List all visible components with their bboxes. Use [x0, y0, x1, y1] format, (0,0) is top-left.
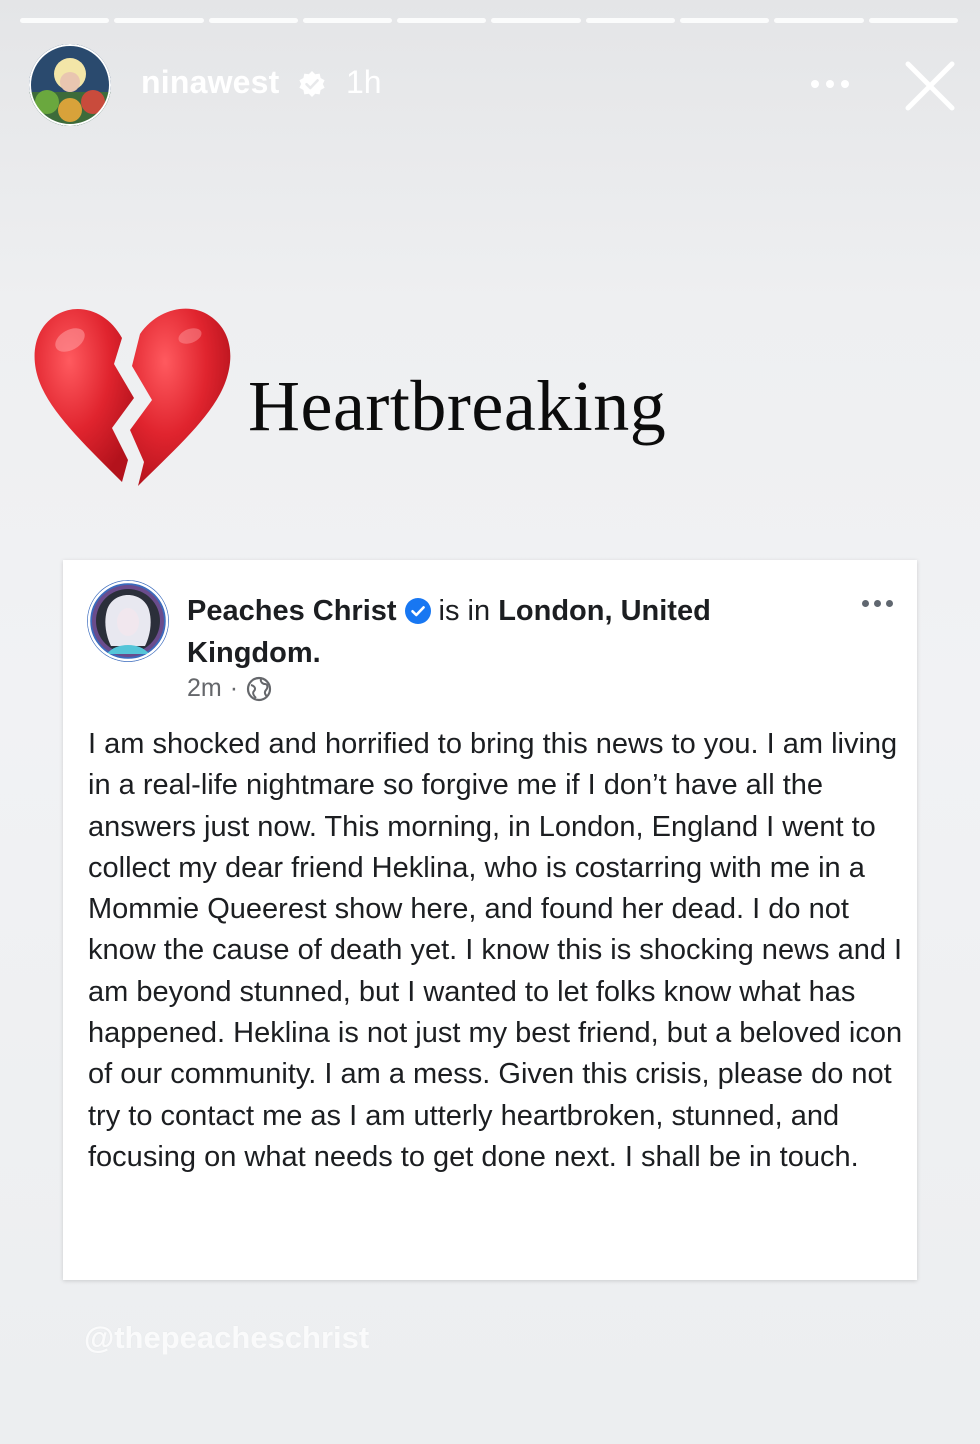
progress-segment: [491, 18, 580, 23]
verified-badge-icon: [298, 70, 326, 98]
progress-segment: [680, 18, 769, 23]
progress-segment: [397, 18, 486, 23]
progress-segment: [114, 18, 203, 23]
location-prefix: is in: [438, 595, 491, 627]
progress-segment: [209, 18, 298, 23]
post-author-name[interactable]: Peaches Christ: [187, 595, 397, 627]
verified-badge-icon: [405, 598, 431, 624]
story-timestamp: 1h: [346, 64, 382, 100]
post-header: [187, 590, 807, 674]
progress-segment: [586, 18, 675, 23]
user-avatar[interactable]: [29, 44, 111, 126]
post-body-text: I am shocked and horrified to bring this news to you. I am living in a real-life nightmare so forgive me if I don’t have all the answers just now. This morning, in London, England I went to collect my dear friend Heklina, who is costarring with me in a Mommie Queerest show here, and found her dead. I do not know the cause of death yet. I know this is shocking news and I am beyond stunned, but I wanted to let folks know what has happened. Heklina is not just my best friend, but a beloved icon of our community. I am a mess. Given this crisis, please do not try to contact me as I am utterly heartbroken, stunned, and focusing on what needs to get done next. I shall be in touch.: [88, 728, 903, 1173]
post-author-avatar: [87, 580, 169, 662]
shared-post-card: [63, 560, 917, 1280]
progress-segment: [774, 18, 863, 23]
post-meta: [187, 674, 272, 703]
progress-segment: [20, 18, 109, 23]
globe-icon: [246, 676, 272, 702]
broken-heart-icon: [30, 300, 235, 490]
post-more-options-icon[interactable]: [857, 596, 897, 610]
post-location[interactable]: London, United Kingdom.: [187, 595, 711, 669]
story-progress-bar: [20, 18, 958, 23]
progress-segment: [303, 18, 392, 23]
post-time[interactable]: 2m: [187, 674, 222, 702]
username[interactable]: ninawest: [141, 64, 280, 100]
progress-segment: [869, 18, 958, 23]
more-options-icon[interactable]: [806, 74, 854, 94]
meta-separator: ·: [229, 674, 239, 702]
story-heading: Heartbreaking: [248, 366, 667, 446]
mention-sticker[interactable]: @thepeacheschrist: [84, 1320, 370, 1355]
close-icon[interactable]: [900, 56, 960, 116]
